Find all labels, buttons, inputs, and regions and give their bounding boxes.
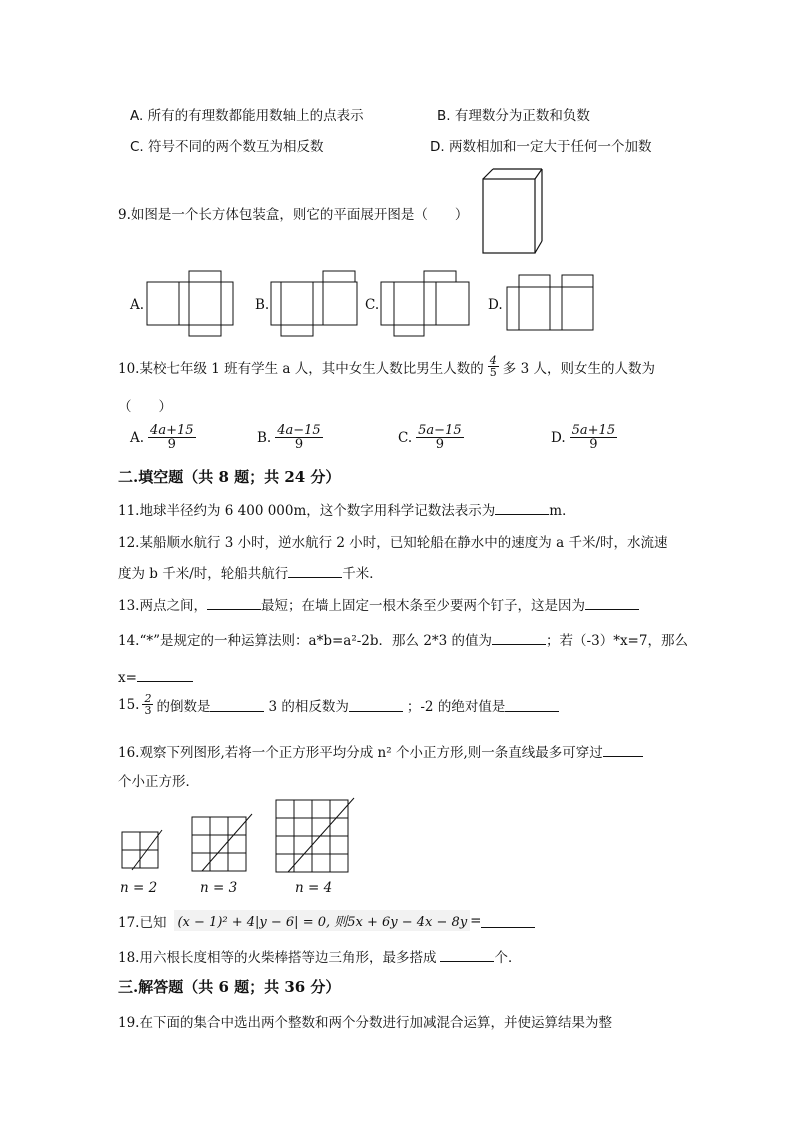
q17 xyxy=(118,910,535,931)
q16-answer-blank[interactable] xyxy=(603,742,643,757)
q10-fraction-4-5 xyxy=(488,355,499,378)
q9-option-b-label: B. xyxy=(255,297,270,313)
q10-option-b-fraction xyxy=(275,424,322,451)
caption-n3: n = 3 xyxy=(200,880,238,896)
q14-line2 xyxy=(118,667,193,686)
q15-frac-den: 3 xyxy=(144,704,152,717)
q10-option-c-fraction xyxy=(416,424,463,451)
net-a-figure xyxy=(146,268,236,340)
q9-text: 9.如图是一个长方体包装盒，则它的平面展开图是（ ） xyxy=(118,207,469,223)
q16-line2: 个小正方形． xyxy=(118,774,199,790)
q10-option-b-den: 9 xyxy=(294,437,304,452)
q13 xyxy=(118,594,639,614)
grid-n2-figure xyxy=(118,824,164,872)
q13-text-mid: 最短；在墙上固定一根木条至少要两个钉子，这是因为 xyxy=(260,598,585,614)
q10-option-b-label: B. xyxy=(257,429,272,446)
q10-option-a-num: 4a+15 xyxy=(150,423,194,438)
q15-fraction-2-3 xyxy=(142,693,153,716)
q15-answer-blank-3[interactable] xyxy=(505,697,559,712)
q13-answer-blank-1[interactable] xyxy=(207,595,261,610)
q10-option-a xyxy=(130,424,196,451)
q9-option-d-label: D. xyxy=(488,297,503,313)
q11-answer-blank[interactable] xyxy=(495,500,549,515)
q10-option-a-label: A. xyxy=(130,429,145,446)
net-d-figure xyxy=(504,272,596,334)
q15-frac-num: 2 xyxy=(144,692,152,705)
q18-answer-blank[interactable] xyxy=(440,947,494,962)
q10-option-a-fraction xyxy=(148,424,195,451)
q11-text: 11.地球半径约为 6 400 000m，这个数字用科学记数法表示为 xyxy=(118,503,496,519)
caption-n2: n = 2 xyxy=(120,880,158,896)
q18-unit: 个． xyxy=(494,950,522,966)
q10-option-b-num: 4a−15 xyxy=(277,423,321,438)
box-3d-figure xyxy=(478,165,548,257)
q12-answer-blank[interactable] xyxy=(288,563,342,578)
q13-answer-blank-2[interactable] xyxy=(585,595,639,610)
section-2-heading: 二.填空题（共 8 题；共 24 分） xyxy=(118,468,341,486)
q10-option-d-label: D. xyxy=(551,429,566,446)
q14-text-mid: ；若（-3）*x=7，那么 xyxy=(546,633,688,649)
q10-option-c-num: 5a−15 xyxy=(418,423,462,438)
q12-line2 xyxy=(118,562,383,582)
q10-option-b xyxy=(257,424,323,451)
q8-option-d: D. 两数相加和一定大于任何一个加数 xyxy=(430,139,652,155)
q19-text: 19.在下面的集合中选出两个整数和两个分数进行加减混合运算，并使运算结果为整 xyxy=(118,1015,612,1031)
q10-text-part2: 多 3 人，则女生的人数为 xyxy=(502,360,655,377)
grid-n4-figure xyxy=(272,795,356,873)
q12-text: 度为 b 千米/时，轮船共航行 xyxy=(118,566,289,582)
q15 xyxy=(118,693,559,716)
q10-option-c xyxy=(398,424,464,451)
q10-option-a-den: 9 xyxy=(167,437,176,452)
q17-expression: (x − 1)² + 4|y − 6| = 0, 则5x + 6y − 4x − 8y xyxy=(174,910,470,931)
q10-line1 xyxy=(118,355,655,378)
section-3-heading: 三.解答题（共 6 题；共 36 分） xyxy=(118,978,341,996)
q15-text-2: 3 的相反数为 xyxy=(268,698,349,715)
q15-text-1: 的倒数是 xyxy=(156,698,211,715)
q10-option-d xyxy=(551,424,617,451)
q17-equals: = xyxy=(470,912,482,929)
q14-answer-blank-1[interactable] xyxy=(492,630,546,645)
q9-option-c-label: C. xyxy=(365,297,380,313)
q15-number: 15. xyxy=(118,696,140,713)
q10-option-c-label: C. xyxy=(398,429,413,446)
q11 xyxy=(118,499,576,519)
q9-option-a-label: A. xyxy=(130,297,145,313)
net-c-figure xyxy=(380,268,472,340)
q10-option-d-num: 5a+15 xyxy=(571,423,616,438)
q10-frac-num: 4 xyxy=(489,354,497,367)
q15-answer-blank-1[interactable] xyxy=(210,697,264,712)
q18 xyxy=(118,946,521,966)
q11-unit: m． xyxy=(549,503,576,519)
q13-text-pre: 13.两点之间， xyxy=(118,598,207,614)
q8-option-a: A. 所有的有理数都能用数轴上的点表示 xyxy=(130,108,364,124)
q8-option-b: B. 有理数分为正数和负数 xyxy=(437,108,590,124)
grid-n3-figure xyxy=(188,812,254,872)
q10-option-c-den: 9 xyxy=(435,437,445,452)
q15-text-3: ；-2 的绝对值是 xyxy=(406,698,506,715)
q17-answer-blank[interactable] xyxy=(481,913,535,928)
q10-paren: （ ） xyxy=(118,399,172,415)
caption-n4: n = 4 xyxy=(295,880,333,896)
q14-line1 xyxy=(118,629,688,649)
q14-x-label: x= xyxy=(118,670,137,686)
q8-option-c: C. 符号不同的两个数互为相反数 xyxy=(130,139,324,155)
q10-option-d-den: 9 xyxy=(589,437,598,452)
net-b-figure xyxy=(270,268,360,340)
q10-text-part1: 10.某校七年级 1 班有学生 a 人，其中女生人数比男生人数的 xyxy=(118,360,484,377)
q12-unit: 千米． xyxy=(342,566,383,582)
q12-line1: 12.某船顺水航行 3 小时，逆水航行 2 小时，已知轮船在静水中的速度为 a 千米/时，水流速 xyxy=(118,535,668,551)
q14-text-pre: 14.“*”是规定的一种运算法则：a*b=a²-2b．那么 2*3 的值为 xyxy=(118,633,493,649)
q10-option-d-fraction xyxy=(570,424,617,451)
q17-text: 17.已知 xyxy=(118,914,167,931)
q16-text: 16.观察下列图形,若将一个正方形平均分成 n² 个小正方形,则一条直线最多可穿过 xyxy=(118,745,603,761)
q16-line1 xyxy=(118,741,643,761)
q10-frac-den: 5 xyxy=(489,366,497,379)
q15-answer-blank-2[interactable] xyxy=(349,697,403,712)
q14-answer-blank-2[interactable] xyxy=(137,667,193,682)
q18-text: 18.用六根长度相等的火柴棒搭等边三角形，最多搭成 xyxy=(118,950,437,966)
